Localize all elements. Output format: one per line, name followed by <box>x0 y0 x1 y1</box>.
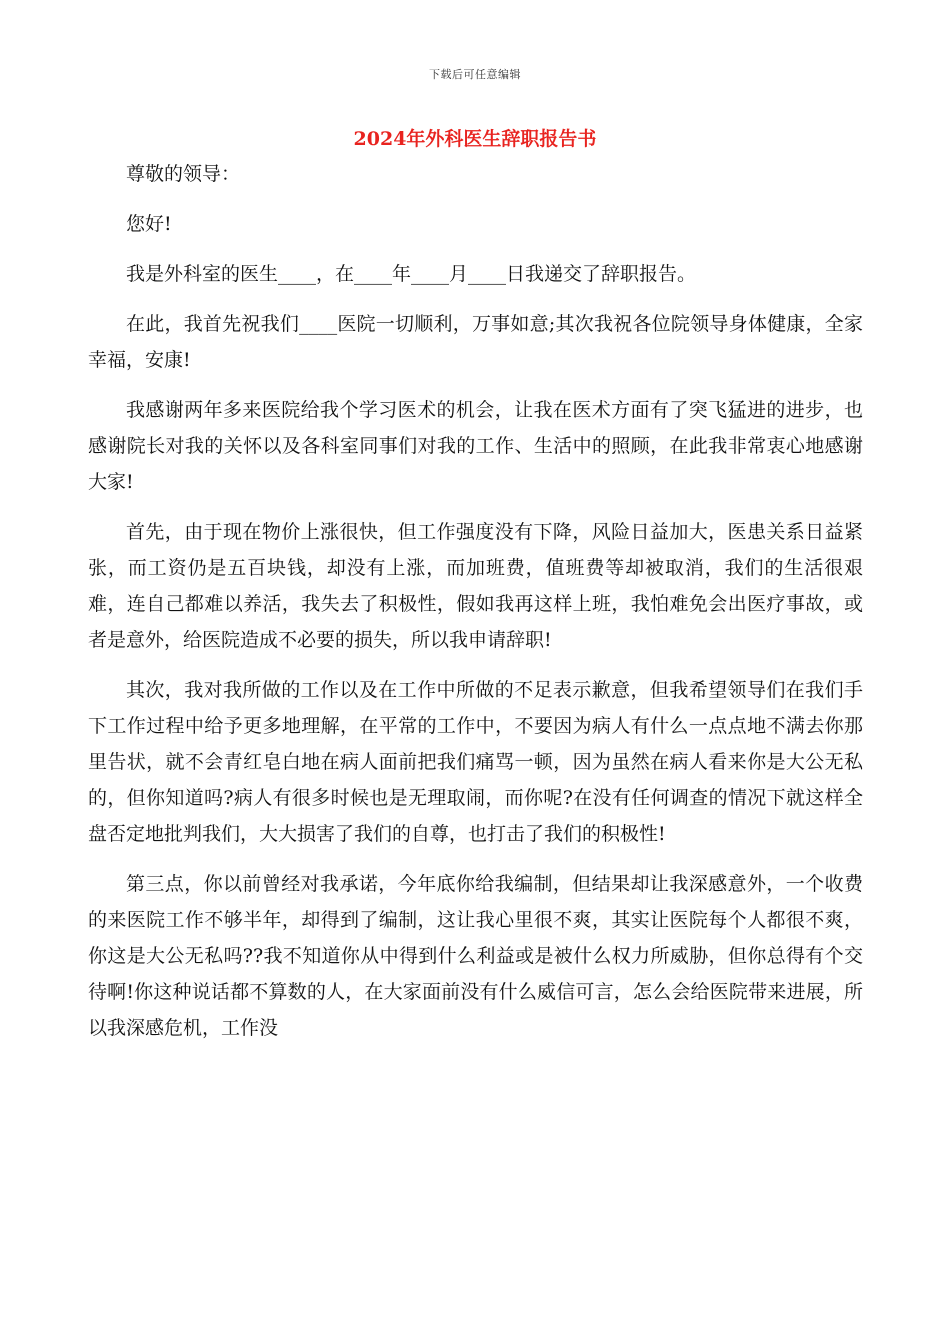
body-paragraph: 首先，由于现在物价上涨很快，但工作强度没有下降，风险日益加大，医患关系日益紧张，而工资仍是五百块钱，却没有上涨，而加班费，值班费等却被取消，我们的生活很艰难，连自己都难以养活，我失去了积极性，假如我再这样上班，我怕难免会出医疗事故，或者是意外，给医院造成不必要的损失，所以我申请辞职! <box>88 521 863 651</box>
header-note: 下载后可任意编辑 <box>429 68 521 81</box>
document-title: 2024年外科医生辞职报告书 <box>353 128 597 150</box>
document-body <box>88 156 863 1060</box>
body-paragraph: 我是外科室的医生____，在____年____月____日我递交了辞职报告。 <box>126 263 697 285</box>
salutation: 尊敬的领导： <box>126 163 241 185</box>
body-paragraph: 第三点，你以前曾经对我承诺，今年底你给我编制，但结果却让我深感意外，一个收费的来医院工作不够半年，却得到了编制，这让我心里很不爽，其实让医院每个人都很不爽，你这是大公无私吗??我不知道你从中得到什么利益或是被什么权力所威胁，但你总得有个交待啊!你这种说话都不算数的人，在大家面前没有什么威信可言，怎么会给医院带来进展，所以我深感危机，工作没 <box>88 873 863 1039</box>
body-paragraph: 其次，我对我所做的工作以及在工作中所做的不足表示歉意，但我希望领导们在我们手下工作过程中给予更多地理解，在平常的工作中，不要因为病人有什么一点点地不满去你那里告状，就不会青红皂白地在病人面前把我们痛骂一顿，因为虽然在病人看来你是大公无私的，但你知道吗?病人有很多时候也是无理取闹，而你呢?在没有任何调查的情况下就这样全盘否定地批判我们，大大损害了我们的自尊，也打击了我们的积极性! <box>88 679 863 845</box>
greeting: 您好! <box>126 213 172 235</box>
body-paragraph: 在此，我首先祝我们____医院一切顺利，万事如意;其次我祝各位院领导身体健康，全家幸福，安康! <box>88 313 863 371</box>
body-paragraph: 我感谢两年多来医院给我个学习医术的机会，让我在医术方面有了突飞猛进的进步，也感谢院长对我的关怀以及各科室同事们对我的工作、生活中的照顾，在此我非常衷心地感谢大家! <box>88 399 863 493</box>
